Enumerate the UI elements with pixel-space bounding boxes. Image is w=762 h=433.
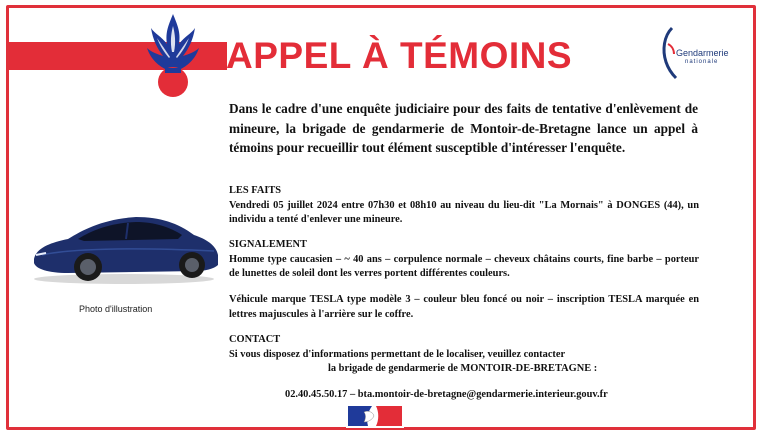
- faits-text: Vendredi 05 juillet 2024 entre 07h30 et 08h10 au niveau du lieu-dit "La Mornais" à DONGES (44), un individu a tenté d'enlever une mineure.: [229, 199, 699, 225]
- vehicle-section: [229, 293, 699, 322]
- poster-title: APPEL À TÉMOINS: [226, 35, 573, 76]
- car-illustration: [28, 203, 220, 287]
- contact-line2: la brigade de gendarmerie de MONTOIR-DE-BRETAGNE :: [328, 363, 598, 374]
- logo-line1: Gendarmerie: [676, 48, 729, 58]
- signalement-vehicle: Véhicule marque TESLA type modèle 3 – couleur bleu foncé ou noir – inscription TESLA marquée en lettres majuscules à l'arrière sur le coffre.: [229, 294, 699, 320]
- marianne-logo-icon: [346, 404, 404, 428]
- contact-details: [229, 389, 699, 400]
- intro-paragraph: Dans le cadre d'une enquête judiciaire pour des faits de tentative d'enlèvement de mineure, la brigade de gendarmerie de Montoir-de-Bretagne lance un appel à témoins pour recueillir tout élément susceptible d'intéresser l'enquête.: [229, 101, 698, 155]
- grenade-flame-icon: [143, 12, 203, 98]
- signalement-person: Homme type caucasien – ~ 40 ans – corpulence normale – cheveux châtains courts, fine barbe – porteur de lunettes de soleil dont les verres portent différentes couleurs.: [229, 253, 699, 279]
- logo-line2: nationale: [685, 59, 719, 65]
- contact-line3: 02.40.45.50.17 – bta.montoir-de-bretagne@gendarmerie.interieur.gouv.fr: [285, 389, 608, 400]
- faits-heading: LES FAITS: [229, 185, 282, 196]
- signalement-section: [229, 238, 699, 282]
- signalement-heading: SIGNALEMENT: [229, 239, 307, 250]
- photo-caption: Photo d'illustration: [79, 304, 153, 314]
- faits-section: [229, 184, 699, 228]
- contact-section: [229, 333, 699, 377]
- contact-heading: CONTACT: [229, 334, 281, 345]
- contact-line1: Si vous disposez d'informations permettant de le localiser, veuillez contacter: [229, 348, 566, 360]
